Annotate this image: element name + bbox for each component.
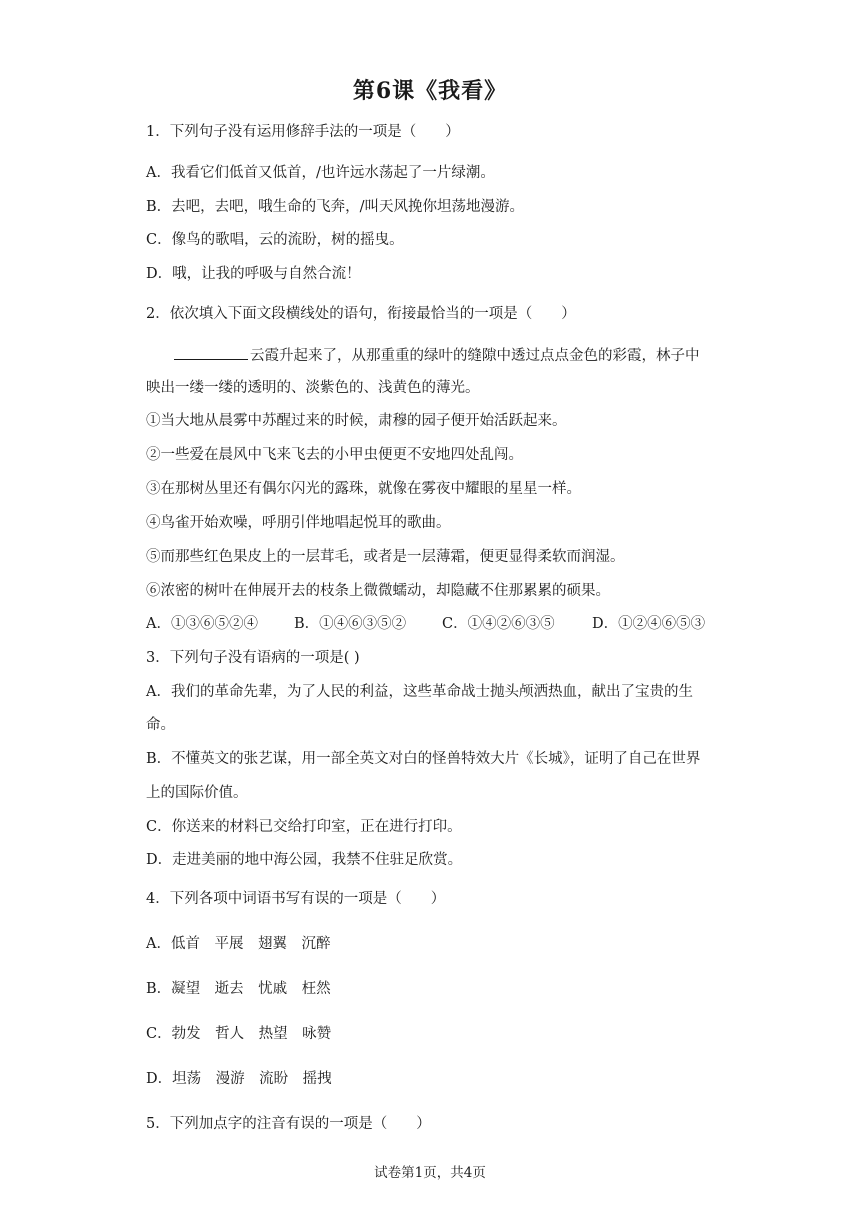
q2-option-c: C．①④②⑥③⑤ [442,616,555,632]
q2-sentence-2: ②一些爱在晨风中飞来飞去的小甲虫便更不安地四处乱闯。 [146,447,523,463]
question-4-stem: 4．下列各项中词语书写有误的一项是（ ） [146,891,446,907]
q4-option-a: A．低首 平展 翅翼 沉醉 [146,936,331,952]
q1-option-b: B．去吧，去吧，哦生命的飞奔，/叫天风挽你坦荡地漫游。 [146,199,525,215]
q3-option-a: A．我们的革命先辈，为了人民的利益，这些革命战士抛头颅洒热血，献出了宝贵的生 [146,684,693,700]
q3-option-d: D．走进美丽的地中海公园，我禁不住驻足欣赏。 [146,852,463,868]
q4-option-c: C．勃发 哲人 热望 咏赞 [146,1026,332,1042]
question-2-stem: 2．依次填入下面文段横线处的语句，衔接最恰当的一项是（ ） [146,306,576,322]
q1-option-d: D．哦，让我的呼吸与自然合流！ [146,266,361,282]
q2-option-a: A．①③⑥⑤②④ [146,616,258,632]
q4-option-b: B．凝望 逝去 忧戚 枉然 [146,981,331,997]
q2-passage-text: 云霞升起来了，从那重重的绿叶的缝隙中透过点点金色的彩霞，林子中 [250,348,700,364]
q4-option-d: D．坦荡 漫游 流盼 摇拽 [146,1071,332,1087]
q2-passage-line-2: 映出一缕一缕的透明的、淡紫色的、浅黄色的薄光。 [146,380,480,396]
q1-option-a: A．我看它们低首又低首，/也许远水荡起了一片绿潮。 [146,165,495,181]
q3-option-b-cont: 上的国际价值。 [146,785,248,801]
q2-option-d: D．①②④⑥⑤③ [592,616,706,632]
question-3-stem: 3．下列句子没有语病的一项是( ) [146,650,360,666]
q2-sentence-5: ⑤而那些红色果皮上的一层茸毛，或者是一层薄霜，便更显得柔软而润湿。 [146,549,625,565]
q2-option-b: B．①④⑥③⑤② [294,616,407,632]
q3-option-b: B．不懂英文的张艺谋，用一部全英文对白的怪兽特效大片《长城》，证明了自己在世界 [146,751,701,767]
q3-option-a-cont: 命。 [146,717,175,733]
page-footer: 试卷第1页，共4页 [374,1165,486,1181]
q2-sentence-3: ③在那树丛里还有偶尔闪光的露珠，就像在雾夜中耀眼的星星一样。 [146,481,581,497]
q3-option-c: C．你送来的材料已交给打印室，正在进行打印。 [146,819,462,835]
q2-sentence-1: ①当大地从晨雾中苏醒过来的时候，肃穆的园子便开始活跃起来。 [146,413,567,429]
q1-option-c: C．像鸟的歌唱，云的流盼，树的摇曳。 [146,232,404,248]
page-title: 第6课《我看》 [352,78,508,104]
question-1-stem: 1．下列句子没有运用修辞手法的一项是（ ） [146,124,460,140]
q2-sentence-6: ⑥浓密的树叶在伸展开去的枝条上微微蠕动，却隐藏不住那累累的硕果。 [146,583,610,599]
question-5-stem: 5．下列加点字的注音有误的一项是（ ） [146,1116,431,1132]
q2-sentence-4: ④鸟雀开始欢噪，呼朋引伴地唱起悦耳的歌曲。 [146,515,451,531]
fill-blank [174,345,248,360]
q2-passage-line-1 [174,345,700,365]
